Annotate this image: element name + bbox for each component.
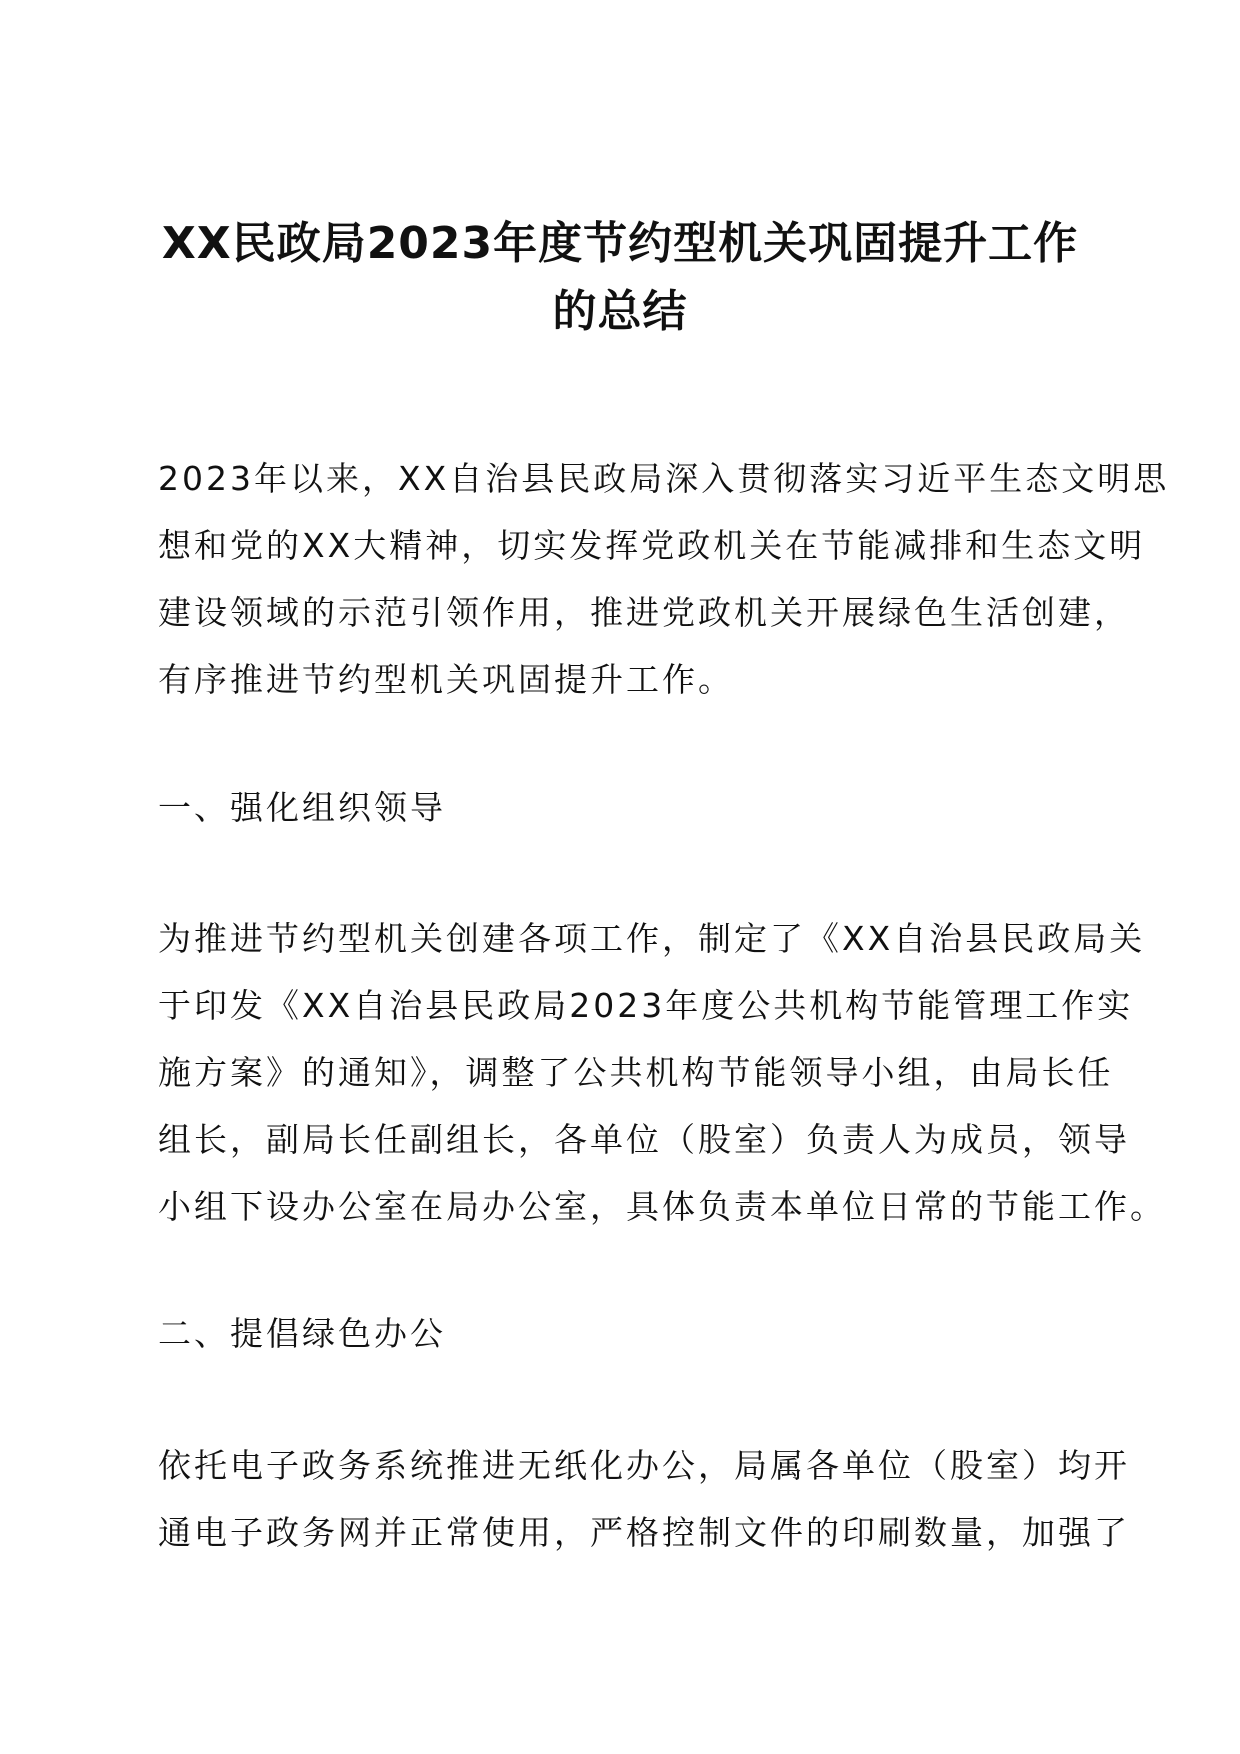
- paragraph-line: 为推进节约型机关创建各项工作，制定了《XX自治县民政局关: [158, 919, 1146, 958]
- paragraph-line: 小组下设办公室在局办公室，具体负责本单位日常的节能工作。: [158, 1187, 1166, 1226]
- paragraph-line: 2023年以来，XX自治县民政局深入贯彻落实习近平生态文明思: [158, 459, 1170, 498]
- paragraph-line: 施方案》的通知》，调整了公共机构节能领导小组，由局长任: [158, 1053, 1114, 1092]
- section-2-paragraph: [158, 1432, 1130, 1566]
- paragraph-line: 依托电子政务系统推进无纸化办公，局属各单位（股室）均开: [158, 1446, 1130, 1485]
- section-heading-1: 一、强化组织领导: [158, 788, 446, 827]
- paragraph-line: 有序推进节约型机关巩固提升工作。: [158, 660, 734, 699]
- section-heading-2: 二、提倡绿色办公: [158, 1314, 446, 1353]
- section-1-paragraph: [158, 905, 1166, 1240]
- title-line: XX民政局2023年度节约型机关巩固提升工作: [161, 218, 1079, 269]
- title-line: 的总结: [552, 286, 688, 337]
- paragraph-line: 于印发《XX自治县民政局2023年度公共机构节能管理工作实: [158, 986, 1134, 1025]
- paragraph-line: 组长，副局长任副组长，各单位（股室）负责人为成员，领导: [158, 1120, 1130, 1159]
- document-title: [150, 210, 1090, 346]
- paragraph-line: 建设领域的示范引领作用，推进党政机关开展绿色生活创建，: [158, 593, 1130, 632]
- paragraph-line: 想和党的XX大精神，切实发挥党政机关在节能减排和生态文明: [158, 526, 1146, 565]
- intro-paragraph: [158, 445, 1170, 713]
- paragraph-line: 通电子政务网并正常使用，严格控制文件的印刷数量，加强了: [158, 1513, 1130, 1552]
